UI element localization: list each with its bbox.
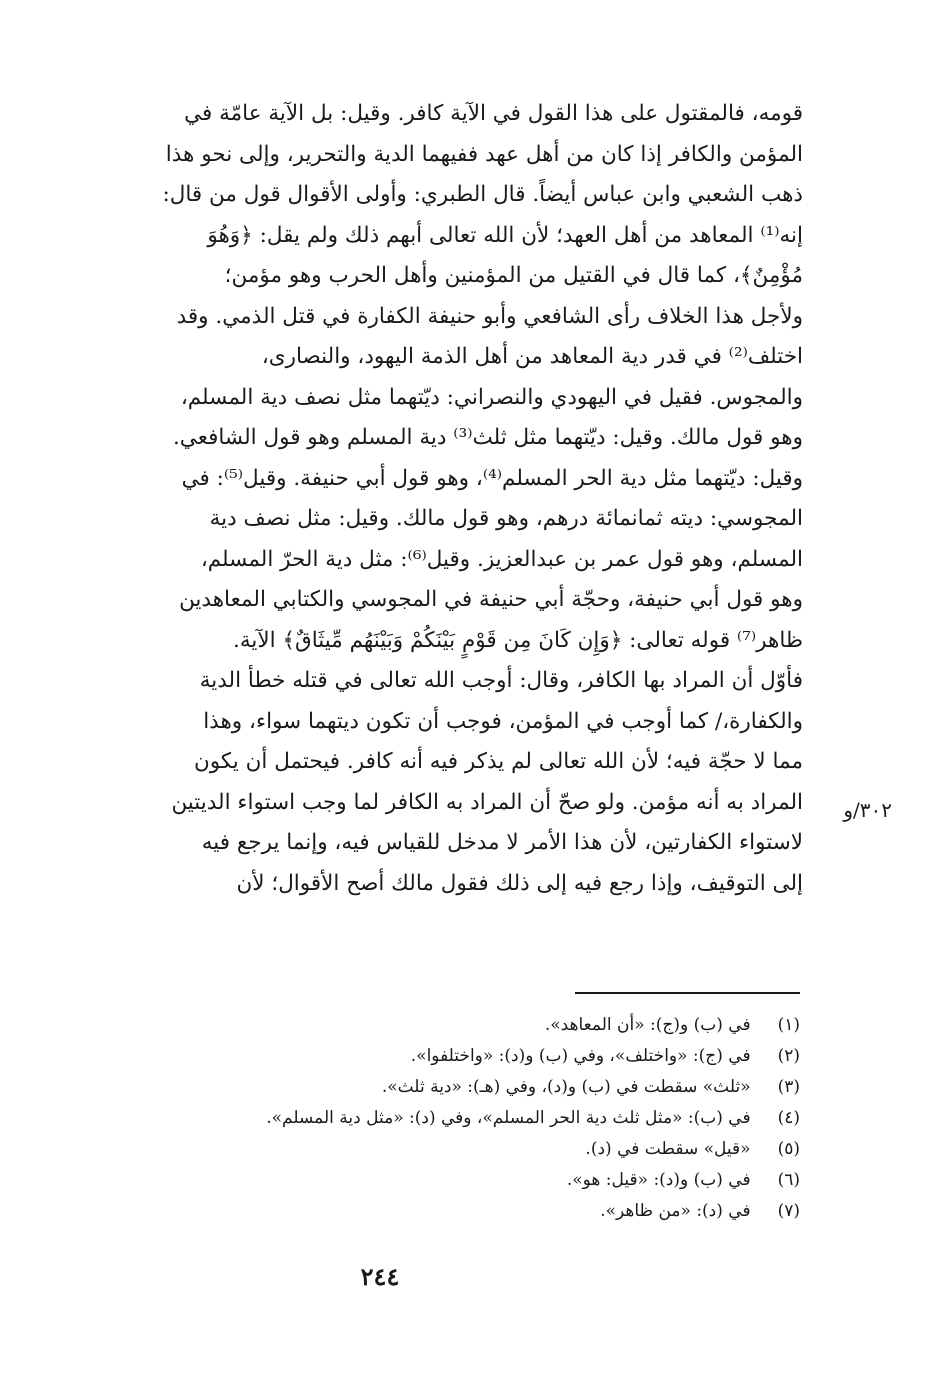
text-line: المراد به أنه مؤمن. ولو صحّ أن المراد به الكافر لما وجب استواء الديتين	[171, 789, 803, 815]
footnote-number: (٧)	[777, 1201, 800, 1221]
text-line: ذهب الشعبي وابن عباس أيضاً. قال الطبري: وأولى الأقوال قول من قال:	[162, 182, 803, 207]
footnotes	[150, 1010, 800, 1227]
footnote-number: (٤)	[777, 1108, 800, 1128]
footnote	[150, 1134, 800, 1165]
text-line: مُؤْمِنٌ﴾، كما قال في القتيل من المؤمنين وأهل الحرب وهو مؤمن؛	[224, 263, 803, 288]
footnote	[150, 1041, 800, 1072]
footnote-text: «ثلث» سقطت في (ب) و(د)، وفي (هـ): «دية ثلث».	[381, 1077, 751, 1097]
footnote	[150, 1165, 800, 1196]
footnote-text: في (د): «من ظاهر».	[600, 1201, 751, 1221]
footnote-text: في (ب) و(د): «قيل: هو».	[566, 1170, 751, 1190]
footnote	[150, 1196, 800, 1227]
text-line: والكفارة،/ كما أوجب في المؤمن، فوجب أن تكون ديتهما سواء، وهذا	[203, 708, 803, 734]
footnote	[150, 1072, 800, 1103]
text-line: المؤمن والكافر إذا كان من أهل عهد ففيهما الدية والتحرير، وإلى نحو هذا	[165, 141, 803, 167]
manuscript-folio-note: ٣٠٢/و	[843, 798, 892, 822]
footnote-number: (٥)	[777, 1139, 800, 1159]
text-line: وقيل: ديّتهما مثل دية الحر المسلم⁽⁴⁾، وهو قول أبي حنيفة. وقيل⁽⁵⁾: في	[181, 465, 803, 491]
footnote-text: في (ب): «مثل ثلث دية الحر المسلم»، وفي (د): «مثل دية المسلم».	[266, 1108, 751, 1128]
text-line: وهو قول مالك. وقيل: ديّتهما مثل ثلث⁽³⁾ دية المسلم وهو قول الشافعي.	[172, 425, 803, 450]
main-text	[151, 94, 803, 904]
page-number: ٢٤٤	[360, 1262, 400, 1291]
footnote-number: (٢)	[777, 1046, 800, 1066]
footnote-text: «قيل» سقطت في (د).	[585, 1139, 751, 1159]
text-line: والمجوس. فقيل في اليهودي والنصراني: ديّتهما مثل نصف دية المسلم،	[180, 384, 803, 410]
footnote-divider	[575, 992, 800, 994]
footnote-text: في (ج): «واختلف»، وفي (ب) و(د): «واختلفوا».	[410, 1046, 751, 1066]
text-line: المجوسي: ديته ثمانمائة درهم، وهو قول مالك. وقيل: مثل نصف دية	[209, 506, 803, 531]
text-line: إنه⁽¹⁾ المعاهد من أهل العهد؛ لأن الله تعالى أبهم ذلك ولم يقل: ﴿وَهُوَ	[207, 222, 803, 248]
footnote	[150, 1103, 800, 1134]
text-line: قومه، فالمقتول على هذا القول في الآية كافر. وقيل: بل الآية عامّة في	[184, 101, 803, 126]
footnote-text: في (ب) و(ج): «أن المعاهد».	[544, 1015, 751, 1035]
text-line: لاستواء الكفارتين، لأن هذا الأمر لا مدخل للقياس فيه، وإنما يرجع فيه	[201, 830, 803, 855]
footnote-number: (١)	[777, 1015, 800, 1035]
footnote	[150, 1010, 800, 1041]
text-line: مما لا حجّة فيه؛ لأن الله تعالى لم يذكر فيه أنه كافر. فيحتمل أن يكون	[194, 749, 803, 774]
text-line: إلى التوقيف، وإذا رجع فيه إلى ذلك فقول مالك أصح الأقوال؛ لأن	[236, 870, 803, 896]
text-line: ظاهر⁽⁷⁾ قوله تعالى: ﴿وَإِن كَانَ مِن قَوْمٍ بَيْنَكُمْ وَبَيْنَهُم مِّيثَاقٌ﴾ الآية.	[233, 627, 803, 653]
footnote-number: (٦)	[777, 1170, 800, 1190]
text-line: فأوّل أن المراد بها الكافر، وقال: أوجب الله تعالى في قتله خطأ الدية	[199, 668, 803, 693]
text-line: ولأجل هذا الخلاف رأى الشافعي وأبو حنيفة الكفارة في قتل الذمي. وقد	[176, 303, 803, 329]
text-line: اختلف⁽²⁾ في قدر دية المعاهد من أهل الذمة اليهود، والنصارى،	[261, 344, 803, 369]
footnote-number: (٣)	[777, 1077, 800, 1097]
text-line: وهو قول أبي حنيفة، وحجّة أبي حنيفة في المجوسي والكتابي المعاهدين	[179, 587, 803, 612]
text-line: المسلم، وهو قول عمر بن عبدالعزيز. وقيل⁽⁶⁾: مثل دية الحرّ المسلم،	[200, 546, 803, 572]
